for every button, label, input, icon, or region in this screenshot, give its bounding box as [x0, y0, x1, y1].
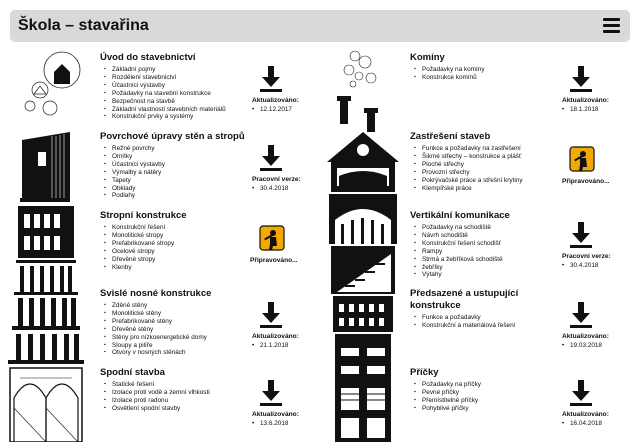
section-title[interactable]: Úvod do stavebnictví — [100, 52, 196, 63]
list-item[interactable]: ▪ Prefabrikované stěny — [112, 318, 300, 326]
status-label: Připravováno... — [562, 178, 610, 185]
list-item[interactable]: ▪ Monolitické stěny — [112, 310, 300, 318]
list-item[interactable]: ▪ Pohyblivé příčky — [422, 405, 610, 413]
list-item[interactable]: ▪ Klempířské práce — [422, 185, 610, 193]
section-title[interactable]: Svislé nosné konstrukce — [100, 288, 212, 299]
list-item[interactable]: ▪ Návrh schodiště — [422, 232, 610, 240]
list-item[interactable]: ▪ Prefabrikované stropy — [112, 240, 300, 248]
list-item[interactable]: ▪ Pokrývačské práce a střešní krytiny — [422, 177, 610, 185]
list-item[interactable]: ▪ Požadavky na stavební konstrukce — [112, 90, 300, 98]
download-icon[interactable] — [570, 222, 592, 248]
list-item[interactable]: ▪ Konstrukční a materiálová řešení — [422, 322, 570, 330]
list-item[interactable]: ▪ Účastníci výstavby — [112, 161, 300, 169]
update-date: • 16.04.2018 — [562, 419, 632, 428]
list-item[interactable]: ▪ Funkce a požadavky na zastřešení — [422, 145, 610, 153]
list-item[interactable]: ▪ Konstrukční řešení — [112, 224, 300, 232]
download-icon[interactable] — [570, 66, 592, 92]
left-tower-illustration — [0, 48, 92, 442]
status-label: Aktualizováno: — [252, 333, 299, 340]
update-date: • 12.12.2017 — [252, 105, 322, 114]
list-item[interactable]: ▪ Výmalby a nátěry — [112, 169, 300, 177]
list-item[interactable]: ▪ žebříky — [422, 264, 610, 272]
download-icon[interactable] — [260, 380, 282, 406]
list-item[interactable]: ▪ Osvětlení spodní stavby — [112, 405, 300, 413]
section-title[interactable]: Spodní stavba — [100, 367, 165, 378]
list-item[interactable]: ▪ Funkce a požadavky — [422, 314, 570, 322]
download-block-predsazene — [562, 302, 632, 350]
update-date: • 18.1.2018 — [562, 105, 632, 114]
status-label: Připravováno... — [250, 257, 298, 264]
update-date: • 30.4.2018 — [562, 261, 632, 270]
list-item[interactable]: ▪ Izolace proti vodě a zemní vlhkosti — [112, 389, 300, 397]
download-icon[interactable] — [570, 302, 592, 328]
center-tower-illustration — [325, 48, 401, 442]
list-item[interactable]: ▪ Provozní střechy — [422, 169, 610, 177]
status-label: Aktualizováno: — [562, 97, 609, 104]
list-item[interactable]: ▪ Ocelové stropy — [112, 248, 300, 256]
update-date: • 21.1.2018 — [252, 341, 322, 350]
list-item[interactable]: ▪ Bezpečnost na stavbě — [112, 98, 300, 106]
list-item[interactable]: ▪ Obklady — [112, 185, 300, 193]
section-title[interactable]: Předsazené a ustupující konstrukce — [410, 288, 519, 311]
download-icon[interactable] — [260, 145, 282, 171]
download-block-povrchove-upravy — [252, 145, 322, 193]
list-item[interactable]: ▪ Klenby — [112, 264, 300, 272]
list-item[interactable]: ▪ Rampy — [422, 248, 610, 256]
download-icon[interactable] — [260, 66, 282, 92]
status-label: Pracovní verze: — [562, 253, 611, 260]
status-label: Aktualizováno: — [252, 97, 299, 104]
list-item[interactable]: ▪ Dřevěné stropy — [112, 256, 300, 264]
list-item[interactable]: ▪ Statické řešení — [112, 381, 300, 389]
list-item[interactable]: ▪ Strmá a žebříková schodiště — [422, 256, 610, 264]
list-item[interactable]: ▪ Monolitické stropy — [112, 232, 300, 240]
worker-warning-icon — [568, 145, 596, 175]
hamburger-menu-icon[interactable] — [603, 18, 620, 34]
section-title[interactable]: Povrchové úpravy stěn a stropů — [100, 131, 245, 142]
download-icon[interactable] — [570, 380, 592, 406]
list-item[interactable]: ▪ Otvory v nosných stěnách — [112, 349, 300, 357]
list-item[interactable]: ▪ Požadavky na komíny — [422, 66, 610, 74]
list-item[interactable]: ▪ Výtahy — [422, 271, 610, 279]
update-date: • 19.03.2018 — [562, 341, 632, 350]
section-title[interactable]: Stropní konstrukce — [100, 210, 187, 221]
list-item[interactable]: ▪ Izolace proti radonu — [112, 397, 300, 405]
list-item[interactable]: ▪ Konstrukční prvky a systémy — [112, 113, 300, 121]
list-item[interactable]: ▪ Požadavky na příčky — [422, 381, 610, 389]
wip-block-stropni-konstrukce — [250, 224, 320, 265]
download-block-kominy — [562, 66, 632, 114]
wip-block-zastreseni — [562, 145, 632, 186]
list-item[interactable]: ▪ Podlahy — [112, 192, 300, 200]
list-item[interactable]: ▪ Sloupy a pilíře — [112, 342, 300, 350]
list-item[interactable]: ▪ Ploché střechy — [422, 161, 610, 169]
list-item[interactable]: ▪ Režné povrchy — [112, 145, 300, 153]
download-block-pricky — [562, 380, 632, 428]
list-item[interactable]: ▪ Přemístitelné příčky — [422, 397, 610, 405]
status-label: Pracovní verze: — [252, 176, 301, 183]
list-item[interactable]: ▪ Základní vlastnosti stavebních materiálů — [112, 106, 300, 114]
top-bar — [10, 10, 630, 42]
page-title: Škola – stavařina — [18, 17, 149, 34]
list-item[interactable]: ▪ Konstrukční řešení schodišť — [422, 240, 610, 248]
list-item[interactable]: ▪ Stěny pro nízkoenergetické domy — [112, 334, 300, 342]
list-item[interactable]: ▪ Rozdělení stavebnictví — [112, 74, 300, 82]
download-block-svisle-nosne — [252, 302, 322, 350]
list-item[interactable]: ▪ Dřevěné stěny — [112, 326, 300, 334]
download-block-uvod — [252, 66, 322, 114]
section-title[interactable]: Příčky — [410, 367, 439, 378]
list-item[interactable]: ▪ Požadavky na schodiště — [422, 224, 610, 232]
section-title[interactable]: Vertikální komunikace — [410, 210, 510, 221]
download-block-vertikalni-komunikace — [562, 222, 632, 270]
list-item[interactable]: ▪ Tapety — [112, 177, 300, 185]
list-item[interactable]: ▪ Šikmé střechy – konstrukce a plášť — [422, 153, 610, 161]
status-label: Aktualizováno: — [562, 333, 609, 340]
worker-warning-icon — [258, 224, 286, 254]
list-item[interactable]: ▪ Omítky — [112, 153, 300, 161]
list-item[interactable]: ▪ Konstrukce komínů — [422, 74, 610, 82]
section-predsazene — [410, 288, 570, 330]
status-label: Aktualizováno: — [562, 411, 609, 418]
list-item[interactable]: ▪ Zděné stěny — [112, 302, 300, 310]
section-title[interactable]: Zastřešení staveb — [410, 131, 491, 142]
update-date: • 30.4.2018 — [252, 184, 322, 193]
download-icon[interactable] — [260, 302, 282, 328]
download-block-spodni-stavba — [252, 380, 322, 428]
list-item[interactable]: ▪ Základní pojmy — [112, 66, 300, 74]
list-item[interactable]: ▪ Účastníci výstavby — [112, 82, 300, 90]
list-item[interactable]: ▪ Pevné příčky — [422, 389, 610, 397]
status-label: Aktualizováno: — [252, 411, 299, 418]
update-date: • 13.6.2018 — [252, 419, 322, 428]
section-title[interactable]: Komíny — [410, 52, 445, 63]
